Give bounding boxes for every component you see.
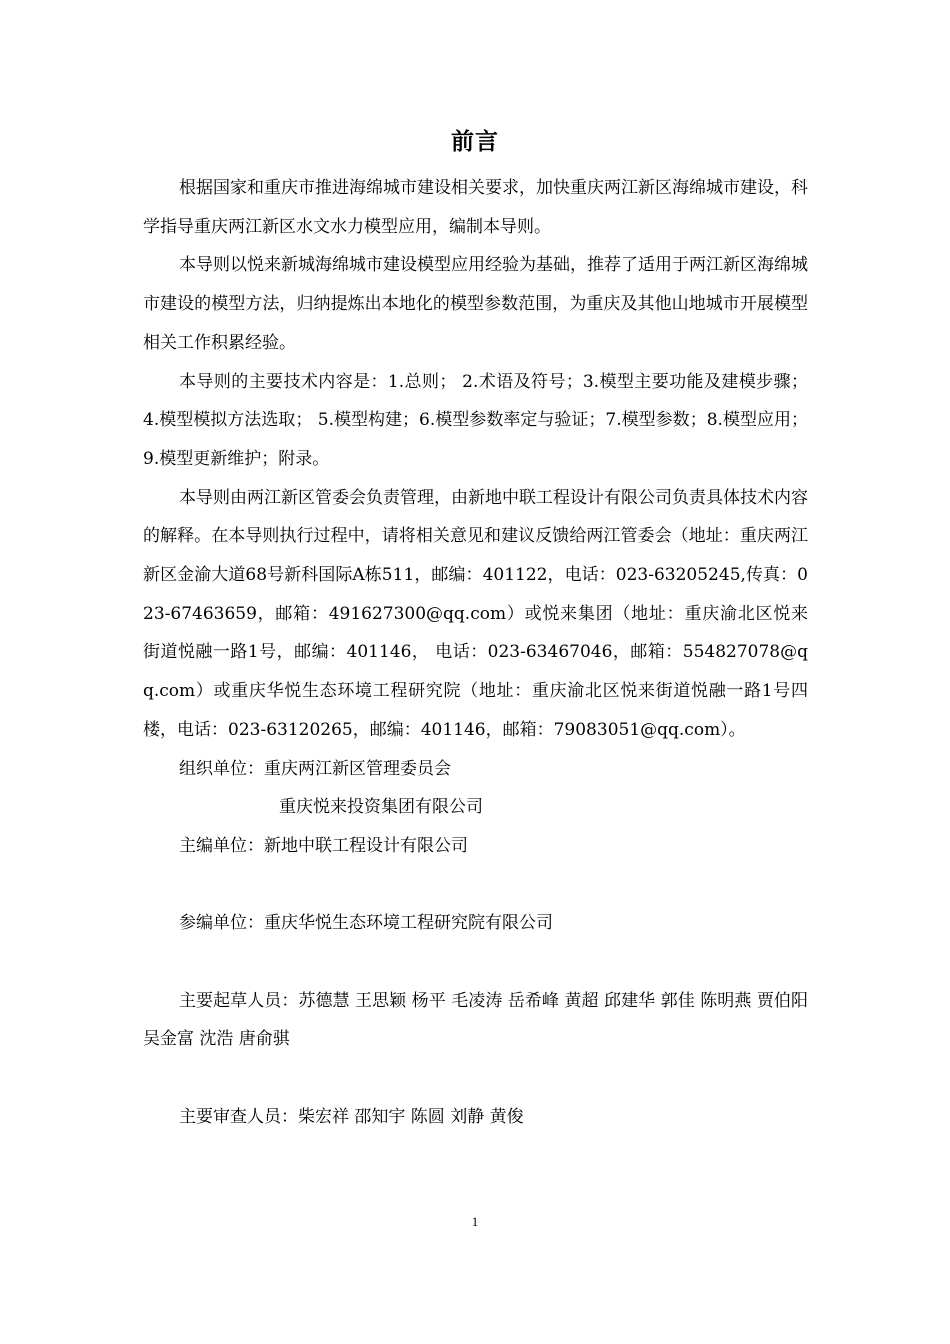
page-number: 1 [471, 1214, 479, 1229]
main-drafters: 主要起草人员：苏德慧 王思颖 杨平 毛凌涛 岳希峰 黄超 邱建华 郭佳 陈明燕 贾伯阳 吴金富 沈浩 唐俞骐 [143, 990, 808, 1050]
paragraph-basis: 本导则以悦来新城海绵城市建设模型应用经验为基础，推荐了适用于两江新区海绵城市建设的模型方法，归纳提炼出本地化的模型参数范围，为重庆及其他山地城市开展模型相关工作积累经验。 [143, 255, 808, 353]
paragraph-contact: 本导则由两江新区管委会负责管理，由新地中联工程设计有限公司负责具体技术内容的解释。在本导则执行过程中，请将相关意见和建议反馈给两江管委会（地址：重庆两江新区金渝大道68号新科国际A栋511，邮编：401122，电话：023-63205245,传真：023-67463659，邮箱：491627300@qq.com）或悦来集团（地址：重庆渝北区悦来街道悦融一路1号，邮编：401146， 电话：023-63467046，邮箱：554827078@qq.com）或重庆华悦生态环境工程研究院（地址：重庆渝北区悦来街道悦融一路1号四楼，电话：023-63120265，邮编：401146，邮箱：79083051@qq.com）。 [143, 487, 808, 740]
paragraph-purpose: 根据国家和重庆市推进海绵城市建设相关要求，加快重庆两江新区海绵城市建设，科学指导重庆两江新区水文水力模型应用，编制本导则。 [143, 178, 808, 237]
participating-unit: 参编单位：重庆华悦生态环境工程研究院有限公司 [179, 913, 553, 934]
spacer [143, 943, 808, 982]
org-unit-line-2: 重庆悦来投资集团有限公司 [279, 797, 483, 818]
paragraph-contents: 本导则的主要技术内容是：1.总则； 2.术语及符号；3.模型主要功能及建模步骤；4.模型模拟方法选取； 5.模型构建；6.模型参数率定与验证；7.模型参数；8.模型应用；9.模型更新维护；附录。 [143, 371, 808, 469]
spacer [143, 866, 808, 905]
chief-editor-unit: 主编单位：新地中联工程设计有限公司 [179, 835, 468, 856]
document-body [143, 169, 808, 1137]
main-reviewers: 主要审查人员：柴宏祥 邵知宇 陈圆 刘静 黄俊 [179, 1106, 524, 1127]
spacer [143, 1059, 808, 1098]
org-unit-line-1: 组织单位：重庆两江新区管理委员会 [179, 758, 451, 779]
page-title: 前言 [451, 129, 499, 155]
